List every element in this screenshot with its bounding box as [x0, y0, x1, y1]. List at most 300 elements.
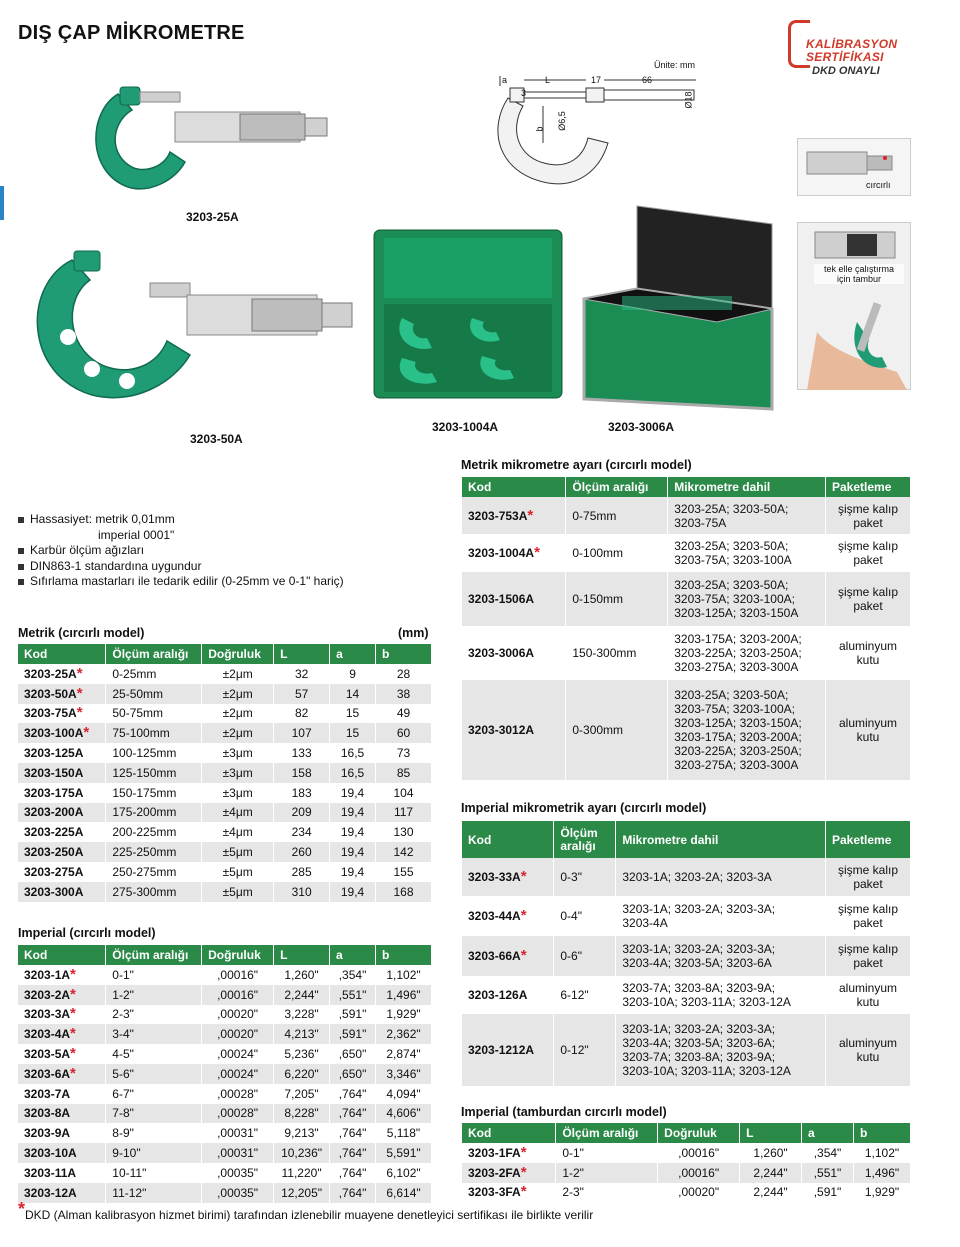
data-cell: 14 — [330, 684, 376, 704]
data-cell: 19,4 — [330, 882, 376, 902]
asterisk-icon: * — [520, 1183, 527, 1201]
data-cell: 310 — [274, 882, 330, 902]
asterisk-icon: * — [83, 724, 90, 742]
table-row — [18, 763, 432, 783]
code-cell: 3203-1004A* — [462, 534, 566, 572]
included-cell: 3203-25A; 3203-50A; 3203-75A — [668, 497, 826, 534]
table-row — [18, 1005, 432, 1025]
data-cell: 130 — [376, 822, 432, 842]
data-cell: ,764" — [330, 1084, 376, 1104]
code-cell: 3203-44A* — [462, 896, 554, 936]
data-cell: ,764" — [330, 1143, 376, 1163]
asterisk-icon: * — [70, 965, 76, 983]
code-cell: 3203-8A — [18, 1104, 106, 1124]
column-header: a — [802, 1123, 854, 1143]
metric-table-unit: (mm) — [398, 626, 429, 640]
data-cell: 2,874" — [376, 1044, 432, 1064]
column-header: L — [274, 644, 330, 664]
data-cell: 82 — [274, 704, 330, 724]
data-cell: ,354" — [802, 1143, 854, 1163]
caption-3203-50a: 3203-50A — [190, 432, 243, 446]
table-row — [18, 664, 432, 684]
data-cell: 2,362" — [376, 1024, 432, 1044]
data-cell: 73 — [376, 743, 432, 763]
data-cell: 19,4 — [330, 783, 376, 803]
data-cell: 1,260" — [274, 965, 330, 985]
micrometer-25-illustration — [80, 82, 340, 202]
asterisk-icon: * — [527, 506, 534, 524]
imperial-thimble-title: Imperial (tamburdan cırcırlı model) — [461, 1105, 667, 1119]
data-cell: 75-100mm — [106, 723, 202, 743]
table-row — [462, 936, 911, 976]
table-row — [18, 1143, 432, 1163]
table-row — [18, 704, 432, 724]
data-cell: 1-2" — [556, 1163, 658, 1183]
data-cell: 10-11" — [106, 1163, 202, 1183]
code-cell: 3203-125A — [18, 743, 106, 763]
data-cell: ,00016" — [658, 1143, 740, 1163]
code-cell: 3203-6A* — [18, 1064, 106, 1084]
data-cell: ,00024" — [202, 1044, 274, 1064]
table-row — [18, 1064, 432, 1084]
table-row — [18, 1163, 432, 1183]
data-cell: ±3μm — [202, 763, 274, 783]
ratchet-thumbnail — [797, 138, 911, 196]
data-cell: 6,220" — [274, 1064, 330, 1084]
column-header: Kod — [18, 644, 106, 664]
caption-3203-1004a: 3203-1004A — [432, 420, 499, 434]
packaging-cell: aluminyum kutu — [826, 1014, 911, 1086]
data-cell: 11,220" — [274, 1163, 330, 1183]
packaging-cell: aluminyum kutu — [826, 680, 911, 780]
data-cell: 7,205" — [274, 1084, 330, 1104]
code-cell: 3203-3FA* — [462, 1183, 556, 1203]
data-cell: 150-175mm — [106, 783, 202, 803]
code-cell: 3203-753A* — [462, 497, 566, 534]
feature-item: DIN863-1 standardına uygundur — [18, 559, 344, 575]
data-cell: ,00031" — [202, 1143, 274, 1163]
code-cell: 3203-225A — [18, 822, 106, 842]
column-header: a — [330, 945, 376, 965]
code-cell: 3203-5A* — [18, 1044, 106, 1064]
code-cell: 3203-12A — [18, 1183, 106, 1203]
code-cell: 3203-126A — [462, 976, 554, 1014]
data-cell: ±3μm — [202, 783, 274, 803]
thimble-label-line-2: için tambur — [836, 274, 881, 284]
code-cell: 3203-1A* — [18, 965, 106, 985]
asterisk-icon: * — [534, 544, 540, 561]
table-row — [462, 626, 911, 680]
data-cell: 50-75mm — [106, 704, 202, 724]
table-row — [18, 1044, 432, 1064]
code-cell: 3203-1FA* — [462, 1143, 556, 1163]
data-cell: ±2μm — [202, 684, 274, 704]
packaging-cell: aluminyum kutu — [826, 976, 911, 1014]
table-header-row — [462, 1123, 911, 1143]
data-cell: ,591" — [802, 1183, 854, 1203]
data-cell: 1,496" — [853, 1163, 910, 1183]
asterisk-icon: * — [76, 704, 83, 722]
data-cell: 155 — [376, 862, 432, 882]
code-cell: 3203-66A* — [462, 936, 554, 976]
code-cell: 3203-3A* — [18, 1005, 106, 1025]
feature-list — [18, 512, 344, 590]
column-header: Kod — [462, 1123, 556, 1143]
asterisk-icon: * — [76, 684, 83, 702]
data-cell: ,00016" — [658, 1163, 740, 1183]
bullet-icon — [18, 564, 24, 570]
range-cell: 0-4" — [554, 896, 616, 936]
packaging-cell: şişme kalıp paket — [826, 497, 911, 534]
code-cell: 3203-2A* — [18, 985, 106, 1005]
column-header: a — [330, 644, 376, 664]
bullet-icon — [18, 517, 24, 523]
data-cell: 32 — [274, 664, 330, 684]
code-cell: 3203-50A* — [18, 684, 106, 704]
thimble-photo — [797, 222, 911, 390]
included-cell: 3203-1A; 3203-2A; 3203-3A; 3203-4A; 3203-5A; 3203-6A — [616, 936, 826, 976]
dim-65: Ø6,5 — [556, 111, 567, 131]
data-cell: 6,102" — [376, 1163, 432, 1183]
column-header: Ölçüm aralığı — [106, 644, 202, 664]
data-cell: ±5μm — [202, 862, 274, 882]
data-cell: ,591" — [330, 1005, 376, 1025]
table-row — [462, 858, 911, 896]
data-cell: 5,591" — [376, 1143, 432, 1163]
thimble-label — [814, 264, 904, 284]
included-cell: 3203-25A; 3203-50A; 3203-75A; 3203-100A — [668, 534, 826, 572]
data-cell: 19,4 — [330, 862, 376, 882]
data-cell: ,00016" — [202, 985, 274, 1005]
calibration-badge — [788, 20, 948, 80]
table-row — [462, 572, 911, 626]
table-row — [18, 743, 432, 763]
table-row — [462, 1183, 911, 1203]
data-cell: 1,102" — [376, 965, 432, 985]
data-cell: ,650" — [330, 1044, 376, 1064]
imperial-sets-table — [462, 821, 911, 1086]
table-header-row — [462, 821, 911, 858]
feature-item: Hassasiyet: metrik 0,01mm — [18, 512, 344, 528]
range-cell: 6-12" — [554, 976, 616, 1014]
data-cell: 125-150mm — [106, 763, 202, 783]
dim-a: a — [502, 75, 508, 85]
data-cell: 1,102" — [853, 1143, 910, 1163]
imperial-sets-title: Imperial mikrometrik ayarı (cırcırlı model) — [461, 801, 707, 815]
data-cell: 3-4" — [106, 1024, 202, 1044]
asterisk-icon: * — [70, 1064, 76, 1082]
data-cell: 1,260" — [740, 1143, 802, 1163]
data-cell: ,591" — [330, 1024, 376, 1044]
data-cell: 2-3" — [106, 1005, 202, 1025]
data-cell: 1,929" — [853, 1183, 910, 1203]
data-cell: 7-8" — [106, 1104, 202, 1124]
feature-item: Sıfırlama mastarları ile tedarik edilir (0-25mm ve 0-1" hariç) — [18, 574, 344, 590]
imperial-table-title: Imperial (cırcırlı model) — [18, 926, 156, 940]
table-header-row — [462, 477, 911, 497]
column-header: Kod — [462, 477, 566, 497]
data-cell: 250-275mm — [106, 862, 202, 882]
data-cell: 15 — [330, 704, 376, 724]
data-cell: 1,496" — [376, 985, 432, 1005]
code-cell: 3203-250A — [18, 842, 106, 862]
data-cell: 5,236" — [274, 1044, 330, 1064]
included-cell: 3203-175A; 3203-200A; 3203-225A; 3203-250A; 3203-275A; 3203-300A — [668, 626, 826, 680]
data-cell: 49 — [376, 704, 432, 724]
feature-item: Karbür ölçüm ağızları — [18, 543, 344, 559]
data-cell: 9,213" — [274, 1123, 330, 1143]
table-row — [18, 1024, 432, 1044]
data-cell: 4,094" — [376, 1084, 432, 1104]
data-cell: 25-50mm — [106, 684, 202, 704]
asterisk-icon: * — [70, 1005, 76, 1023]
data-cell: 2,244" — [274, 985, 330, 1005]
column-header: L — [274, 945, 330, 965]
table-row — [462, 976, 911, 1014]
data-cell: 9 — [330, 664, 376, 684]
table-row — [462, 497, 911, 534]
asterisk-icon: * — [520, 1143, 527, 1161]
data-cell: 4,606" — [376, 1104, 432, 1124]
case-3006a-illustration — [582, 204, 777, 414]
data-cell: 285 — [274, 862, 330, 882]
caption-3203-3006a: 3203-3006A — [608, 420, 675, 434]
range-cell: 0-12" — [554, 1014, 616, 1086]
data-cell: 16,5 — [330, 763, 376, 783]
code-cell: 3203-100A* — [18, 723, 106, 743]
data-cell: 3,228" — [274, 1005, 330, 1025]
data-cell: 175-200mm — [106, 803, 202, 823]
data-cell: ,354" — [330, 965, 376, 985]
data-cell: ,551" — [330, 985, 376, 1005]
data-cell: ,00035" — [202, 1183, 274, 1203]
data-cell: ,551" — [802, 1163, 854, 1183]
badge-line-3: DKD ONAYLI — [812, 65, 880, 77]
range-cell: 0-75mm — [566, 497, 668, 534]
dim-3: 3 — [521, 88, 527, 98]
range-cell: 0-3" — [554, 858, 616, 896]
table-row — [18, 985, 432, 1005]
data-cell: 6,614" — [376, 1183, 432, 1203]
data-cell: 16,5 — [330, 743, 376, 763]
metric-table-title: Metrik (cırcırlı model) — [18, 626, 145, 640]
data-cell: ±3μm — [202, 743, 274, 763]
packaging-cell: şişme kalıp paket — [826, 858, 911, 896]
code-cell: 3203-9A — [18, 1123, 106, 1143]
column-header: Paketleme — [826, 477, 911, 497]
column-header: Mikrometre dahil — [616, 821, 826, 858]
data-cell: 0-1" — [106, 965, 202, 985]
page-title: DIŞ ÇAP MİKROMETRE — [18, 22, 245, 44]
data-cell: 209 — [274, 803, 330, 823]
data-cell: 9-10" — [106, 1143, 202, 1163]
packaging-cell: şişme kalıp paket — [826, 534, 911, 572]
table-row — [18, 684, 432, 704]
data-cell: 12,205" — [274, 1183, 330, 1203]
micrometer-50-illustration — [22, 245, 362, 415]
data-cell: 142 — [376, 842, 432, 862]
asterisk-icon: * — [76, 664, 83, 682]
data-cell: 8-9" — [106, 1123, 202, 1143]
dim-18: Ø18 — [683, 91, 694, 109]
ratchet-label: cırcırlı — [866, 180, 891, 190]
data-cell: ±5μm — [202, 842, 274, 862]
data-cell: ,764" — [330, 1163, 376, 1183]
included-cell: 3203-1A; 3203-2A; 3203-3A; 3203-4A; 3203-5A; 3203-6A; 3203-7A; 3203-8A; 3203-9A; 3203-10A; 3203-11A; 3203-12A — [616, 1014, 826, 1086]
data-cell: 234 — [274, 822, 330, 842]
data-cell: 225-250mm — [106, 842, 202, 862]
data-cell: 10,236" — [274, 1143, 330, 1163]
table-row — [18, 1084, 432, 1104]
code-cell: 3203-7A — [18, 1084, 106, 1104]
table-row — [462, 1014, 911, 1086]
data-cell: 5-6" — [106, 1064, 202, 1084]
table-row — [462, 680, 911, 780]
table-row — [18, 783, 432, 803]
data-cell: ±2μm — [202, 704, 274, 724]
data-cell: 275-300mm — [106, 882, 202, 902]
data-cell: 19,4 — [330, 842, 376, 862]
column-header: Doğruluk — [658, 1123, 740, 1143]
data-cell: ,764" — [330, 1183, 376, 1203]
packaging-cell: şişme kalıp paket — [826, 572, 911, 626]
column-header: L — [740, 1123, 802, 1143]
table-row — [18, 862, 432, 882]
code-cell: 3203-11A — [18, 1163, 106, 1183]
metric-sets-title: Metrik mikrometre ayarı (cırcırlı model) — [461, 458, 692, 472]
included-cell: 3203-7A; 3203-8A; 3203-9A; 3203-10A; 3203-11A; 3203-12A — [616, 976, 826, 1014]
footnote-text: DKD (Alman kalibrasyon hizmet birimi) tarafından izlenebilir muayene denetleyici sertifikası ile birlikte verilir — [25, 1208, 594, 1222]
column-header: Ölçüm aralığı — [566, 477, 668, 497]
data-cell: 1,929" — [376, 1005, 432, 1025]
table-row — [462, 896, 911, 936]
column-header: Paketleme — [826, 821, 911, 858]
metric-table — [18, 644, 432, 902]
column-header: b — [376, 945, 432, 965]
data-cell: ,764" — [330, 1123, 376, 1143]
data-cell: 4,213" — [274, 1024, 330, 1044]
table-header-row — [18, 945, 432, 965]
code-cell: 3203-175A — [18, 783, 106, 803]
data-cell: ,00035" — [202, 1163, 274, 1183]
range-cell: 0-300mm — [566, 680, 668, 780]
data-cell: 168 — [376, 882, 432, 902]
data-cell: 104 — [376, 783, 432, 803]
data-cell: 85 — [376, 763, 432, 783]
column-header: Ölçüm aralığı — [554, 821, 616, 858]
data-cell: 200-225mm — [106, 822, 202, 842]
badge-line-1: KALİBRASYON — [806, 37, 898, 51]
data-cell: ,00020" — [658, 1183, 740, 1203]
column-header: Ölçüm aralığı — [106, 945, 202, 965]
table-row — [462, 1163, 911, 1183]
data-cell: 6-7" — [106, 1084, 202, 1104]
table-row — [462, 1143, 911, 1163]
column-header: Doğruluk — [202, 644, 274, 664]
feature-item: imperial 0001" — [98, 527, 175, 542]
column-header: Kod — [18, 945, 106, 965]
asterisk-icon: * — [70, 985, 76, 1003]
code-cell: 3203-1506A — [462, 572, 566, 626]
table-row — [18, 1104, 432, 1124]
packaging-cell: şişme kalıp paket — [826, 936, 911, 976]
data-cell: ,00020" — [202, 1005, 274, 1025]
code-cell: 3203-4A* — [18, 1024, 106, 1044]
code-cell: 3203-2FA* — [462, 1163, 556, 1183]
range-cell: 0-150mm — [566, 572, 668, 626]
included-cell: 3203-25A; 3203-50A; 3203-75A; 3203-100A; 3203-125A; 3203-150A — [668, 572, 826, 626]
column-header: Kod — [462, 821, 554, 858]
case-1004a-illustration — [372, 228, 564, 400]
data-cell: ±4μm — [202, 803, 274, 823]
code-cell: 3203-3006A — [462, 626, 566, 680]
table-row — [18, 723, 432, 743]
included-cell: 3203-1A; 3203-2A; 3203-3A — [616, 858, 826, 896]
data-cell: ,00016" — [202, 965, 274, 985]
code-cell: 3203-33A* — [462, 858, 554, 896]
table-header-row — [18, 644, 432, 664]
data-cell: ,00031" — [202, 1123, 274, 1143]
code-cell: 3203-150A — [18, 763, 106, 783]
table-row — [18, 822, 432, 842]
data-cell: 4-5" — [106, 1044, 202, 1064]
data-cell: ,00028" — [202, 1104, 274, 1124]
data-cell: 38 — [376, 684, 432, 704]
data-cell: 60 — [376, 723, 432, 743]
asterisk-icon: * — [520, 947, 527, 964]
table-row — [18, 1123, 432, 1143]
code-cell: 3203-1212A — [462, 1014, 554, 1086]
data-cell: 19,4 — [330, 803, 376, 823]
data-cell: 2,244" — [740, 1163, 802, 1183]
data-cell: 1-2" — [106, 985, 202, 1005]
footnote — [18, 1199, 594, 1222]
range-cell: 0-100mm — [566, 534, 668, 572]
thimble-label-line-1: tek elle çalıştırma — [823, 264, 895, 274]
table-row — [18, 882, 432, 902]
dim-b: b — [534, 126, 545, 132]
data-cell: 183 — [274, 783, 330, 803]
asterisk-icon: * — [70, 1025, 76, 1043]
diagram-unit: Ünite: mm — [654, 60, 696, 70]
imperial-table — [18, 945, 432, 1203]
dim-66: 66 — [642, 75, 653, 85]
table-row — [462, 534, 911, 572]
table-row — [18, 842, 432, 862]
data-cell: ,00024" — [202, 1064, 274, 1084]
bullet-icon — [18, 579, 24, 585]
dim-17: 17 — [591, 75, 602, 85]
asterisk-icon: * — [18, 1199, 26, 1219]
range-cell: 0-6" — [554, 936, 616, 976]
table-row — [18, 1183, 432, 1203]
imperial-thimble-table — [462, 1123, 911, 1202]
data-cell: ±2μm — [202, 664, 274, 684]
badge-line-2: SERTİFİKASI — [806, 50, 884, 64]
code-cell: 3203-300A — [18, 882, 106, 902]
data-cell: 5,118" — [376, 1123, 432, 1143]
data-cell: 260 — [274, 842, 330, 862]
asterisk-icon: * — [520, 1163, 527, 1181]
column-header: Mikrometre dahil — [668, 477, 826, 497]
column-header: b — [376, 644, 432, 664]
packaging-cell: şişme kalıp paket — [826, 896, 911, 936]
side-accent-bar — [0, 186, 4, 220]
asterisk-icon: * — [520, 868, 527, 885]
data-cell: ±2μm — [202, 723, 274, 743]
metric-sets-table — [462, 477, 911, 780]
data-cell: ,650" — [330, 1064, 376, 1084]
